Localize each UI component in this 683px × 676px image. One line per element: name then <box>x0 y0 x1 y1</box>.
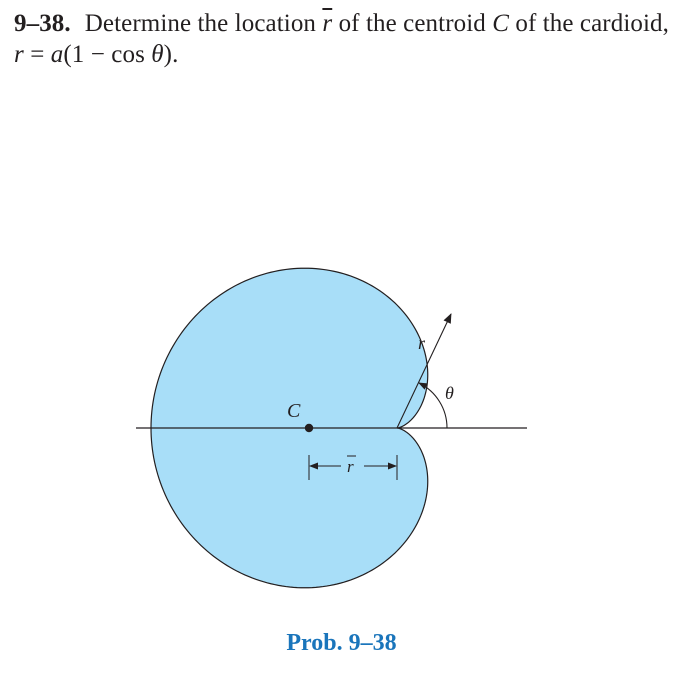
equation-theta: θ <box>151 41 164 68</box>
equation-r: r <box>14 41 24 68</box>
problem-number: 9–38. <box>14 10 71 37</box>
r-bar-symbol: $\overline{r}$ <box>322 10 333 37</box>
centroid-point <box>305 424 313 432</box>
centroid-symbol: C <box>492 10 509 37</box>
r-bar-label: r <box>347 457 354 476</box>
theta-label: θ <box>445 383 454 403</box>
equation-a: a <box>50 41 64 68</box>
equation-body: (1 − cos <box>63 41 152 68</box>
radius-label: r <box>418 333 426 353</box>
equation-end: ). <box>163 41 179 68</box>
problem-text-1: Determine the location <box>84 10 323 37</box>
problem-text-2: of the centroid <box>332 10 493 37</box>
problem-text-3: of the cardioid, <box>509 10 669 37</box>
figure-caption: Prob. 9–38 <box>286 630 397 656</box>
equation-equals: = <box>23 41 51 68</box>
centroid-label: C <box>287 400 301 422</box>
